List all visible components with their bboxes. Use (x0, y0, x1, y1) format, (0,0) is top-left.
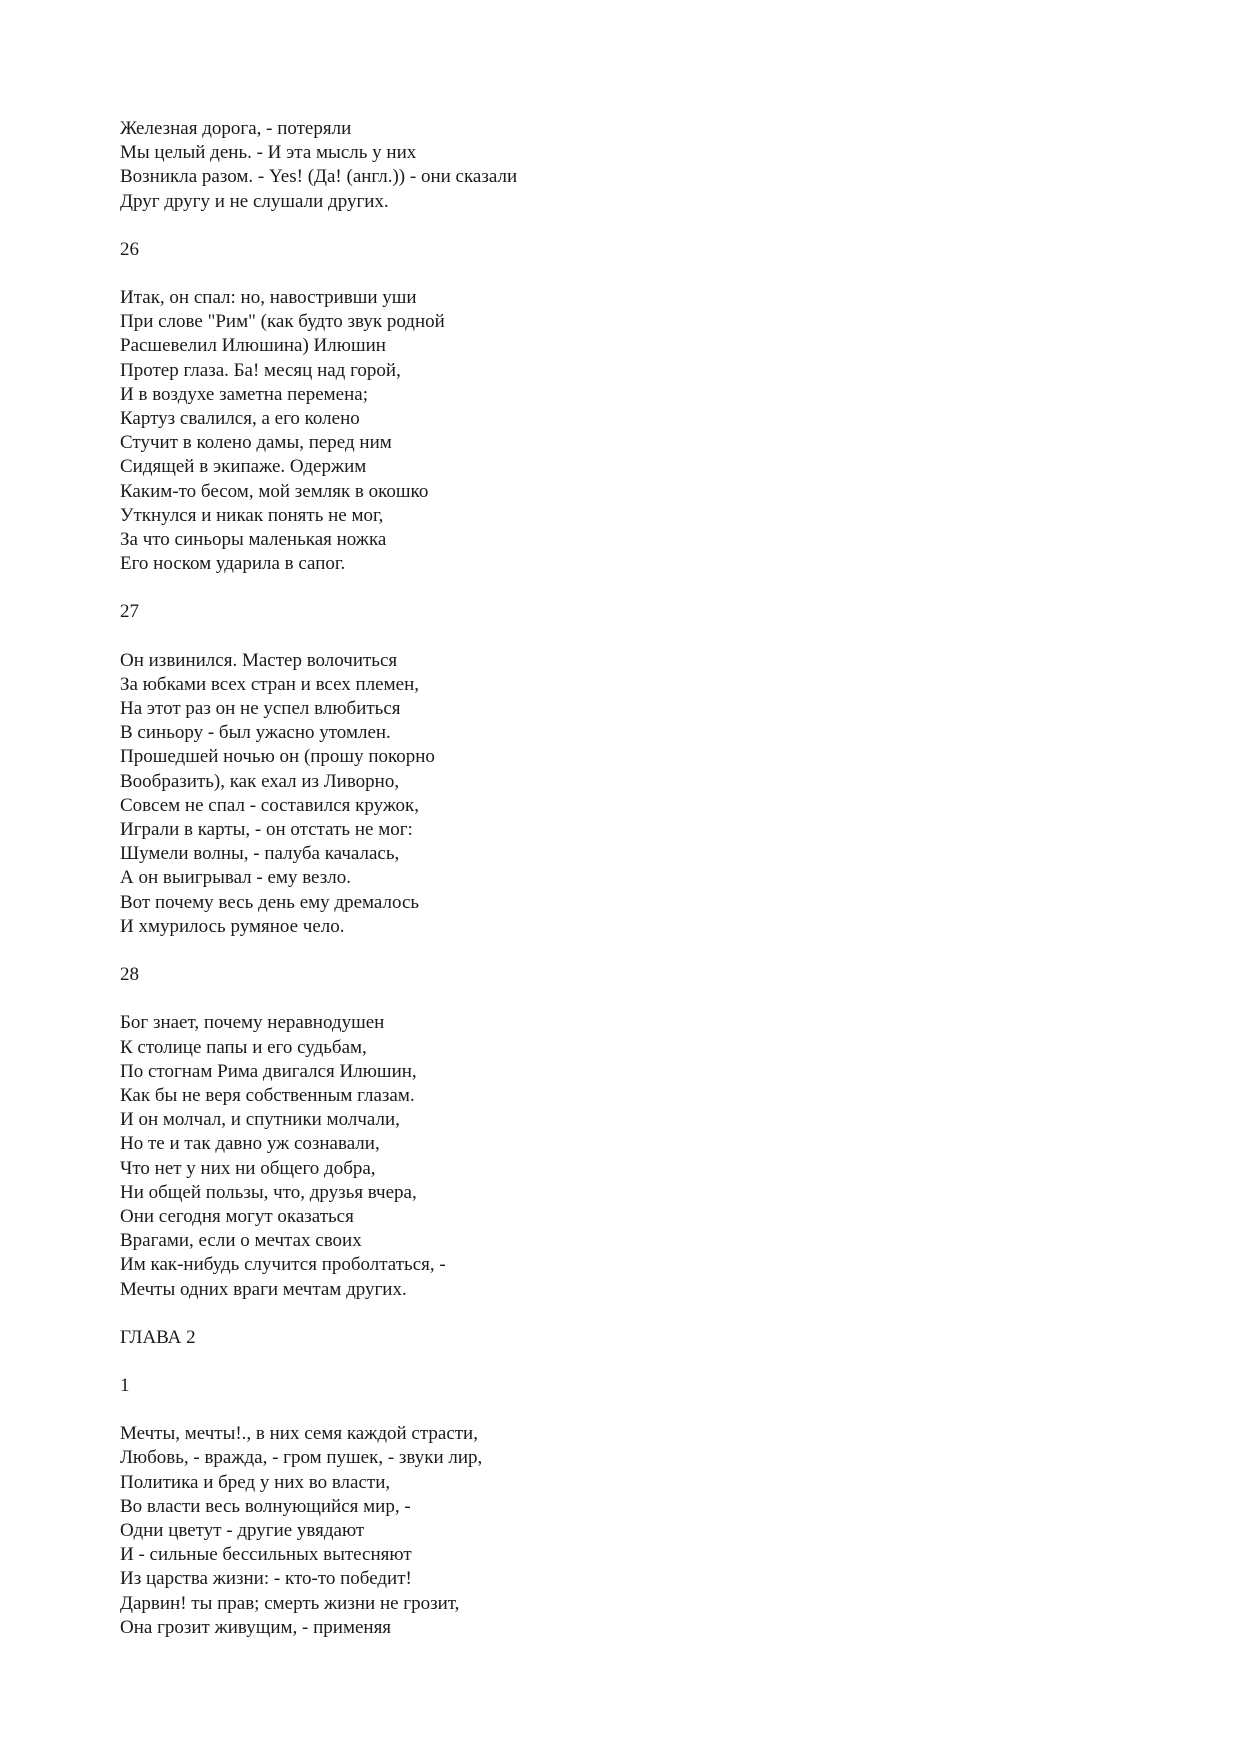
stanza (120, 286, 1120, 576)
verse-line: Мечты одних враги мечтам других. (120, 1278, 407, 1300)
verse-line: Расшевелил Илюшина) Илюшин (120, 335, 386, 357)
verse-line: И в воздухе заметна перемена; (120, 383, 368, 405)
verse-line: Прошедшей ночью он (прошу покорно (120, 746, 435, 768)
verse-line: Возникла разом. - Yes! (Да! (англ.)) - они сказали (120, 166, 518, 188)
verse-line: Он извинился. Мастер волочиться (120, 649, 398, 671)
stanza-number: 1 (120, 1374, 130, 1396)
verse-line: Ни общей пользы, что, друзья вчера, (120, 1181, 417, 1203)
verse-line: В синьору - был ужасно утомлен. (120, 722, 391, 744)
verse-line: Протер глаза. Ба! месяц над горой, (120, 359, 401, 381)
verse-line: За юбками всех стран и всех племен, (120, 673, 419, 695)
verse-line: По стогнам Рима двигался Илюшин, (120, 1060, 417, 1082)
verse-line: Железная дорога, - потеряли (120, 118, 352, 139)
verse-line: Одни цветут - другие увядают (120, 1519, 365, 1541)
verse-line: При слове "Рим" (как будто звук родной (120, 311, 445, 333)
stanza (120, 1011, 1120, 1301)
verse-line: Политика и бред у них во власти, (120, 1471, 391, 1493)
stanza (120, 649, 1120, 939)
verse-line: Но те и так давно уж сознавали, (120, 1133, 380, 1155)
verse-line: Уткнулся и никак понять не мог, (120, 504, 384, 526)
verse-line: Врагами, если о мечтах своих (120, 1230, 362, 1252)
verse-line: Как бы не веря собственным глазам. (120, 1084, 415, 1106)
verse-line: Шумели волны, - палуба качалась, (120, 843, 400, 865)
verse-line: Мечты, мечты!., в них семя каждой страсти, (120, 1423, 478, 1445)
verse-line: Им как-нибудь случится проболтаться, - (120, 1254, 446, 1276)
verse-line: Стучит в колено дамы, перед ним (120, 432, 392, 454)
verse-line: Каким-то бесом, мой земляк в окошко (120, 480, 429, 502)
verse-line: Совсем не спал - составился кружок, (120, 794, 419, 816)
stanza (120, 1422, 1120, 1640)
verse-line: За что синьоры маленькая ножка (120, 529, 387, 551)
verse-line: А он выигрывал - ему везло. (120, 867, 351, 889)
chapter-title: ГЛАВА 2 (120, 1326, 196, 1348)
verse-line: Что нет у них ни общего добра, (120, 1157, 376, 1179)
verse-line: Картуз свалился, а его колено (120, 408, 360, 430)
verse-line: Любовь, - вражда, - гром пушек, - звуки лир, (120, 1447, 483, 1469)
verse-line: Во власти весь волнующийся мир, - (120, 1495, 411, 1517)
verse-line: Его носком ударила в сапог. (120, 553, 346, 575)
verse-line: Играли в карты, - он отстать не мог: (120, 819, 413, 841)
verse-line: И он молчал, и спутники молчали, (120, 1109, 400, 1131)
verse-line: Вот почему весь день ему дремалось (120, 891, 420, 913)
document-page (120, 117, 1120, 1640)
verse-line: Дарвин! ты прав; смерть жизни не грозит, (120, 1592, 460, 1614)
verse-line: Друг другу и не слушали других. (120, 190, 389, 212)
verse-line: И - сильные бессильных вытесняют (120, 1544, 412, 1566)
verse-line: Они сегодня могут оказаться (120, 1205, 354, 1227)
verse-line: Мы целый день. - И эта мысль у них (120, 142, 417, 164)
verse-line: На этот раз он не успел влюбиться (120, 698, 401, 720)
verse-line: Вообразить), как ехал из Ливорно, (120, 770, 400, 792)
verse-line: Бог знает, почему неравнодушен (120, 1012, 385, 1034)
verse-line: И хмурилось румяное чело. (120, 915, 345, 937)
stanza-number: 28 (120, 964, 139, 986)
stanza-number: 26 (120, 238, 139, 260)
verse-line: К столице папы и его судьбам, (120, 1036, 367, 1058)
verse-line: Она грозит живущим, - применяя (120, 1616, 392, 1638)
verse-line: Сидящей в экипаже. Одержим (120, 456, 367, 478)
stanza (120, 117, 1120, 214)
stanza-number: 27 (120, 601, 139, 623)
verse-line: Из царства жизни: - кто-то победит! (120, 1568, 412, 1590)
verse-line: Итак, он спал: но, навостривши уши (120, 287, 417, 309)
